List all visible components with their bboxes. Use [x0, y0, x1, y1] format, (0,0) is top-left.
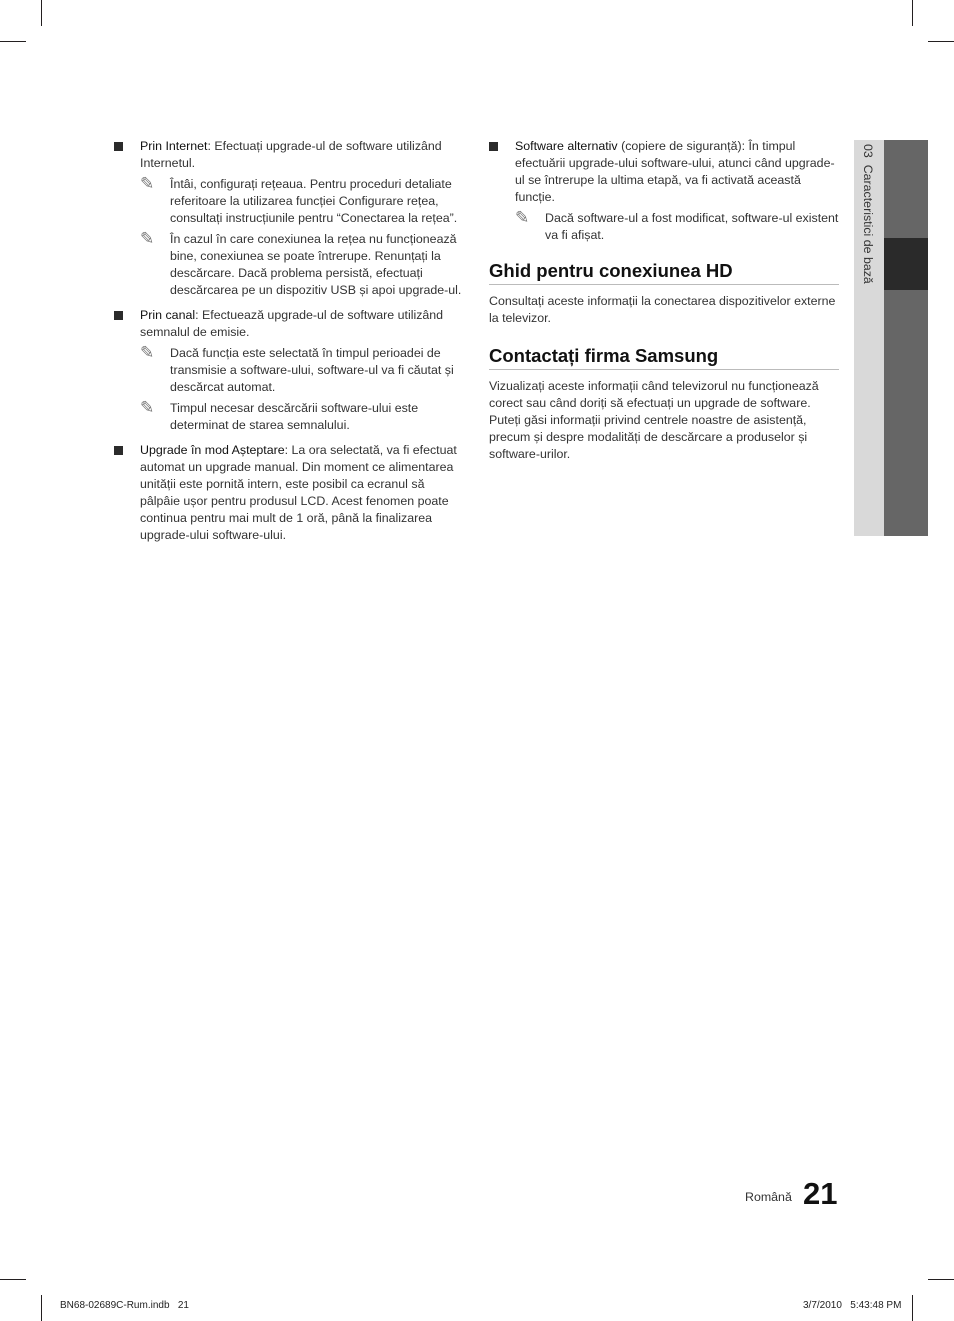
note-text: În cazul în care conexiunea la rețea nu funcționează bine, conexiunea se poate întrerupe. Renunțați la descărcare. Dacă problema persistă, efectuați descărcarea pe un dispozitiv USB și apoi upgrade-ul. [170, 232, 462, 297]
chapter-number: 03 [861, 144, 875, 158]
print-slug-date: 3/7/2010 5:43:48 PM [803, 1300, 902, 1311]
note-text: Dacă funcția este selectată în timpul perioadei de transmisie a software-ului, software-ul va fi căutat și descărcat automat. [170, 346, 454, 394]
list-item-channel [114, 307, 466, 434]
section-title: Contactați firma Samsung [489, 345, 839, 370]
footer-language: Română [745, 1190, 792, 1204]
note [140, 345, 466, 396]
chapter-tab-index [884, 140, 928, 536]
crop-mark [41, 0, 42, 26]
item-text: : Efectuează upgrade-ul de software utilizând semnalul de emisie. [140, 308, 444, 339]
square-bullet-icon [114, 142, 123, 151]
item-text: (copiere de siguranță): În timpul efectuării upgrade-ului software-ului, atunci când upgrade-ul se întrerupe la ultima etapă, va fi activată această funcție. [515, 139, 835, 204]
item-term: Upgrade în mod Așteptare [140, 443, 285, 457]
pencil-note-icon: ✎ [140, 229, 155, 248]
chapter-tab-label [861, 144, 875, 284]
note-text: Timpul necesar descărcării software-ului este determinat de starea semnalului. [170, 401, 419, 432]
chapter-tab-active-marker [884, 238, 928, 290]
square-bullet-icon [489, 142, 498, 151]
pencil-note-icon: ✎ [515, 208, 530, 227]
item-term: Prin Internet [140, 139, 208, 153]
item-term: Prin canal [140, 308, 196, 322]
left-column [114, 138, 466, 552]
note [140, 231, 466, 299]
chapter-title: Caracteristici de bază [861, 164, 875, 284]
section-hd-connection [489, 260, 839, 327]
list-item-internet [114, 138, 466, 299]
note-text: Întâi, configurați rețeaua. Pentru proceduri detaliate referitoare la utilizarea funcției Configurare rețea, consultați instrucțiunile pentru “Conectarea la rețea”. [170, 177, 458, 225]
item-term: Software alternativ [515, 139, 618, 153]
section-body: Consultați aceste informații la conectarea dispozitivelor externe la televizor. [489, 294, 836, 325]
crop-mark [0, 41, 26, 42]
section-title: Ghid pentru conexiunea HD [489, 260, 839, 285]
right-column [489, 138, 839, 463]
item-text: : Efectuați upgrade-ul de software utilizând Internetul. [140, 139, 442, 170]
crop-mark [912, 0, 913, 26]
crop-mark [41, 1295, 42, 1321]
list-item-alternative-software [489, 138, 839, 244]
note [515, 210, 839, 244]
pencil-note-icon: ✎ [140, 398, 155, 417]
pencil-note-icon: ✎ [140, 343, 155, 362]
page-number: 21 [803, 1176, 838, 1211]
section-contact-samsung [489, 345, 839, 463]
note-text: Dacă software-ul a fost modificat, software-ul existent va fi afișat. [545, 211, 839, 242]
section-body: Vizualizați aceste informații când televizorul nu funcționează corect sau când doriți să efectuați un upgrade de software. Puteți găsi informații privind centrele noastre de asistență, precum și despre modalități de descărcare a produselor și software-urilor. [489, 379, 819, 461]
note [140, 176, 466, 227]
print-slug-file: BN68-02689C-Rum.indb 21 [60, 1300, 189, 1311]
crop-mark [928, 1279, 954, 1280]
note [140, 400, 466, 434]
crop-mark [928, 41, 954, 42]
square-bullet-icon [114, 446, 123, 455]
crop-mark [912, 1295, 913, 1321]
crop-mark [0, 1279, 26, 1280]
item-text: : La ora selectată, va fi efectuat automat un upgrade manual. Din moment ce alimentarea unității este pornită intern, este posibil ca ecranul să pâlpâie ușor pentru produsul LCD. Acest fenomen poate continua pentru mai mult de 1 oră, până la finalizarea upgrade-ului software-ului. [140, 443, 457, 542]
list-item-standby-upgrade [114, 442, 466, 544]
square-bullet-icon [114, 311, 123, 320]
pencil-note-icon: ✎ [140, 174, 155, 193]
